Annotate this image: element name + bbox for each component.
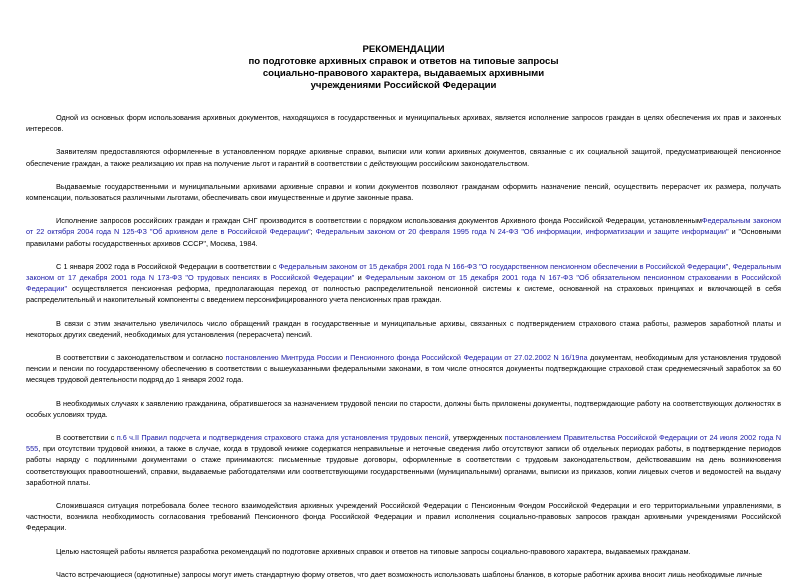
paragraph-text: , — [728, 261, 733, 271]
document-link[interactable]: постановлением Правительства Российской Федерации от 24 июля 2002 года N 555 — [26, 433, 782, 454]
body-paragraph — [26, 352, 781, 386]
document-title — [26, 44, 781, 92]
paragraph-text: , при отсутствии трудовой книжки, а также в случае, когда в трудовой книжке содержатся неправильные и неточные сведения либо отсутствуют записи об отдельных периодах работы, в подтверждение периодов работы наряду с подлинными документами о стаже принимаются: письменные трудовые договоры, оформленные в соответствии с трудовым законодательством, действовавшим на день возникновения соответствующих правоотношений, справки, выдаваемые работодателями или соответствующими государственными (муниципальными) органами, выписки из приказов, копии лицевых счетов и ведомостей на выдачу заработной платы. — [26, 444, 781, 487]
title-line: учреждениями Российской Федерации — [310, 80, 497, 91]
document-link[interactable]: Федеральным законом от 15 декабря 2001 года N 166-ФЗ "О государственном пенсионном обеспечении в Российской Федерации" — [278, 261, 729, 271]
paragraph-text: Часто встречающиеся (однотипные) запросы могут иметь стандартную форму ответов, что дает возможность использовать шаблоны бланков, в которые работник архива вносит лишь необходимые личные — [56, 569, 763, 579]
body-paragraph — [26, 546, 781, 557]
paragraph-text: В соответствии с законодательством и согласно — [56, 353, 226, 363]
paragraph-text: , утвержденных — [448, 433, 505, 443]
document-link[interactable]: Федеральным законом от 20 февраля 1995 года N 24-ФЗ "Об информации, информатизации и защите информации" — [315, 227, 729, 237]
title-line: РЕКОМЕНДАЦИИ — [362, 44, 445, 55]
paragraph-text: В необходимых случаях к заявлению гражданина, обратившегося за назначением трудовой пенсии по старости, должны быть приложены документы, подтверждающие работу на соответствующих должностях в особых условиях труда. — [26, 398, 781, 419]
body-paragraph — [26, 398, 781, 420]
document-link[interactable]: Федеральным законом от 15 декабря 2001 года N 167-ФЗ "Об обязательном пенсионном страховании в Российской Федерации" — [26, 273, 781, 294]
paragraph-text: Одной из основных форм использования архивных документов, находящихся в государственных и муниципальных архивах, является исполнение запросов граждан в целях обеспечения их прав и законных интересов. — [26, 113, 781, 134]
paragraph-text: документам, необходимым для установления трудовой пенсии и пенсии по государственному обеспечению в соответствии с вышеуказанными федеральными законами, в том числе относятся документы подтверждающие страховой стаж среднемесячный заработок за 60 месяцев трудовой деятельности подряд до 1 января 2002 года. — [26, 353, 782, 385]
title-line: социально-правового характера, выдаваемых архивными — [262, 68, 545, 79]
paragraph-text: и — [354, 273, 366, 283]
paragraph-text: и "Основными правилами работы государственных архивов СССР", Москва, 1984. — [26, 227, 781, 248]
body-paragraph — [26, 318, 781, 340]
document-body — [26, 112, 781, 580]
body-paragraph — [26, 500, 781, 534]
paragraph-text: Исполнение запросов российских граждан и граждан СНГ производится в соответствии с порядком использования документов Архивного фонда Российской Федерации, установленным — [56, 216, 702, 226]
paragraph-text: ; — [310, 227, 316, 237]
document-link[interactable]: Федеральным законом от 17 декабря 2001 года N 173-ФЗ "О трудовых пенсиях в Российской Федерации" — [26, 261, 781, 283]
body-paragraph — [26, 112, 781, 134]
paragraph-text: В соответствии с — [56, 433, 117, 443]
title-line: по подготовке архивных справок и ответов на типовые запросы — [248, 56, 559, 67]
document-link[interactable]: постановлению Минтруда России и Пенсионного фонда Российской Федерации от 27.02.2002 N 16/19па — [225, 353, 588, 363]
document-link[interactable]: Федеральным законом от 22 октября 2004 года N 125-ФЗ "Об архивном деле в Российской Федерации" — [26, 216, 781, 237]
body-paragraph — [26, 146, 781, 168]
body-paragraph — [26, 432, 781, 488]
paragraph-text: осуществляется пенсионная реформа, предполагающая переход от полностью распределительной пенсионной системы к системе, основанной на страховых принципах и включающей в себя распределительный и накопительный компоненты с введением персонифицированного учета пенсионных прав граждан. — [26, 284, 781, 305]
body-paragraph — [26, 215, 781, 249]
document-link[interactable]: п.6 ч.II Правил подсчета и подтверждения страхового стажа для установления трудовых пенсий — [116, 433, 449, 443]
paragraph-text: Целью настоящей работы является разработка рекомендаций по подготовке архивных справок и ответов на типовые запросы социально-правового характера, выдаваемых гражданам. — [56, 546, 691, 556]
paragraph-text: С 1 января 2002 года в Российской Федерации в соответствии с — [56, 261, 279, 271]
paragraph-text: В связи с этим значительно увеличилось число обращений граждан в государственные и муниципальные архивы, связанных с подтверждением страхового стажа работы, размеров заработной платы и некоторых других сведений, необходимых для установления (перерасчета) пенсий. — [26, 318, 781, 339]
paragraph-text: Заявителям предоставляются оформленные в установленном порядке архивные справки, выписки или копии архивных документов, связанные с их социальной защитой, предусматривающей пенсионное обеспечение граждан, а также реализацию их прав на получение льгот и гарантий в соответствии с действующим российским законодательством. — [26, 147, 781, 168]
paragraph-text: Сложившаяся ситуация потребовала более тесного взаимодействия архивных учреждений Российской Федерации с Пенсионным Фондом Российской Федерации и его территориальными управлениями, в частности, возникла необходимость согласования требований Пенсионного фонда Российской Федерации и правил исполнения социально-правовых запросов граждан архивными учреждениями Российской Федерации. — [26, 501, 781, 533]
paragraph-text: Выдаваемые государственными и муниципальными архивами архивные справки и копии документов позволяют гражданам оформить назначение пенсий, осуществить перерасчет их размера, получать компенсации, пользоваться различными льготами, обеспечивать свои имущественные и другие законные права. — [26, 181, 781, 203]
body-paragraph — [26, 181, 781, 203]
body-paragraph — [26, 261, 781, 306]
